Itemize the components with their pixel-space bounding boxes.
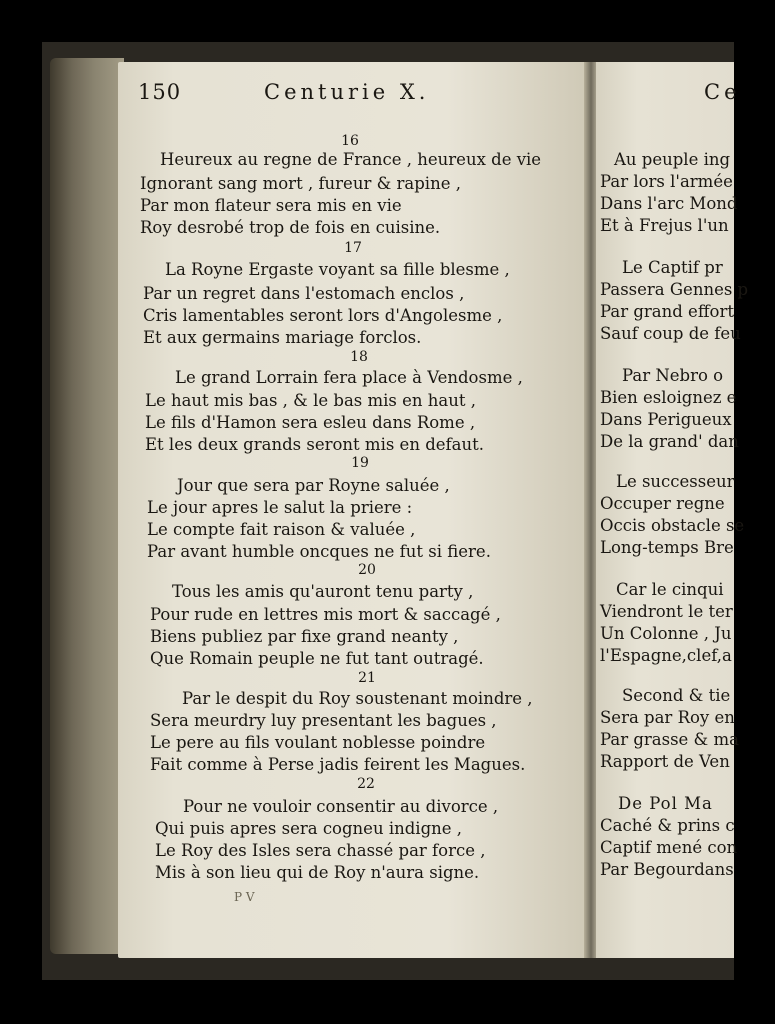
- right-verse-line: De Pol Ma: [618, 794, 713, 813]
- verse-line: Tous les amis qu'auront tenu party ,: [172, 582, 474, 601]
- right-verse-line: Dans l'arc Mond: [600, 194, 738, 213]
- right-verse-line: Dans Perigueux: [600, 410, 732, 429]
- verse-line: La Royne Ergaste voyant sa fille blesme ,: [165, 260, 510, 279]
- right-verse-line: Rapport de Ven: [600, 752, 730, 771]
- verse-line: Le jour apres le salut la priere :: [147, 498, 413, 517]
- right-verse-line: Au peuple ing: [614, 150, 731, 169]
- right-verse-line: Occis obstacle se: [600, 516, 745, 535]
- verse-line: Le Roy des Isles sera chassé par force ,: [155, 841, 486, 860]
- quatrain-number: 17: [344, 240, 362, 256]
- right-verse-line: Par Nebro o: [622, 366, 724, 385]
- verse-line: Et aux germains mariage forclos.: [143, 328, 422, 347]
- verse-line: Pour ne vouloir consentir au divorce ,: [183, 797, 499, 816]
- verse-line: Le fils d'Hamon sera esleu dans Rome ,: [145, 413, 476, 432]
- verse-line: Mis à son lieu qui de Roy n'aura signe.: [155, 863, 480, 882]
- right-verse-line: Un Colonne , Ju: [600, 624, 732, 643]
- quatrain-number: 16: [341, 133, 359, 149]
- right-verse-line: Le Captif pr: [622, 258, 723, 277]
- right-verse-line: l'Espagne,clef,a: [600, 646, 732, 665]
- verse-line: Pour rude en lettres mis mort & saccagé ,: [150, 605, 501, 624]
- page-number: 150: [138, 80, 182, 104]
- right-verse-line: Second & tie: [622, 686, 731, 705]
- right-verse-line: Caché & prins c: [600, 816, 735, 835]
- right-page-text-area: [596, 62, 749, 958]
- right-verse-line: Le successeur: [616, 472, 735, 491]
- verse-line: Que Romain peuple ne fut tant outragé.: [150, 649, 484, 668]
- right-verse-line: Occuper regne: [600, 494, 725, 513]
- running-title: Centurie X.: [264, 80, 430, 104]
- verse-line: Cris lamentables seront lors d'Angolesme ,: [143, 306, 503, 325]
- right-running-title: Ce: [704, 80, 741, 104]
- right-verse-line: De la grand' dan: [600, 432, 739, 451]
- verse-line: Et les deux grands seront mis en defaut.: [145, 435, 484, 454]
- quatrain-number: 18: [350, 349, 368, 365]
- right-verse-line: Bien esloignez e: [600, 388, 737, 407]
- verse-line: Le pere au fils voulant noblesse poindre: [150, 733, 486, 752]
- verse-line: Le grand Lorrain fera place à Vendosme ,: [175, 368, 523, 387]
- verse-line: Biens publiez par fixe grand neanty ,: [150, 627, 459, 646]
- right-verse-line: Par grand effort: [600, 302, 734, 321]
- verse-line: Le haut mis bas , & le bas mis en haut ,: [145, 391, 476, 410]
- verse-line: Le compte fait raison & valuée ,: [147, 520, 416, 539]
- right-verse-line: Sauf coup de feu: [600, 324, 741, 343]
- verse-line: Roy desrobé trop de fois en cuisine.: [140, 218, 441, 237]
- signature-mark: P V: [234, 890, 255, 904]
- quatrain-number: 19: [351, 455, 369, 471]
- verse-line: Par mon flateur sera mis en vie: [140, 196, 402, 215]
- right-verse-line: Par lors l'armée: [600, 172, 733, 191]
- verse-line: Sera meurdry luy presentant les bagues ,: [150, 711, 497, 730]
- verse-line: Par le despit du Roy soustenant moindre ,: [182, 689, 533, 708]
- right-verse-line: Et à Frejus l'un: [600, 216, 729, 235]
- right-verse-line: Par grasse & ma: [600, 730, 739, 749]
- verse-line: Jour que sera par Royne saluée ,: [177, 476, 450, 495]
- right-verse-line: Viendront le ter: [600, 602, 733, 621]
- verse-line: Par avant humble oncques ne fut si fiere.: [147, 542, 491, 561]
- right-verse-line: Long-temps Bre: [600, 538, 734, 557]
- verse-line: Par un regret dans l'estomach enclos ,: [143, 284, 465, 303]
- quatrain-number: 21: [358, 670, 376, 686]
- verse-line: Ignorant sang mort , fureur & rapine ,: [140, 174, 461, 193]
- right-verse-line: Sera par Roy en: [600, 708, 735, 727]
- right-verse-line: Captif mené con: [600, 838, 738, 857]
- right-verse-line: Par Begourdans: [600, 860, 734, 879]
- verse-line: Qui puis apres sera cogneu indigne ,: [155, 819, 463, 838]
- verse-line: Fait comme à Perse jadis feirent les Magues.: [150, 755, 526, 774]
- quatrain-number: 20: [358, 562, 376, 578]
- right-verse-line: Car le cinqui: [616, 580, 724, 599]
- book-fore-edge: [50, 58, 124, 954]
- verse-line: Heureux au regne de France , heureux de vie: [160, 150, 542, 169]
- quatrain-number: 22: [357, 776, 375, 792]
- right-verse-line: Passera Gennes p: [600, 280, 749, 299]
